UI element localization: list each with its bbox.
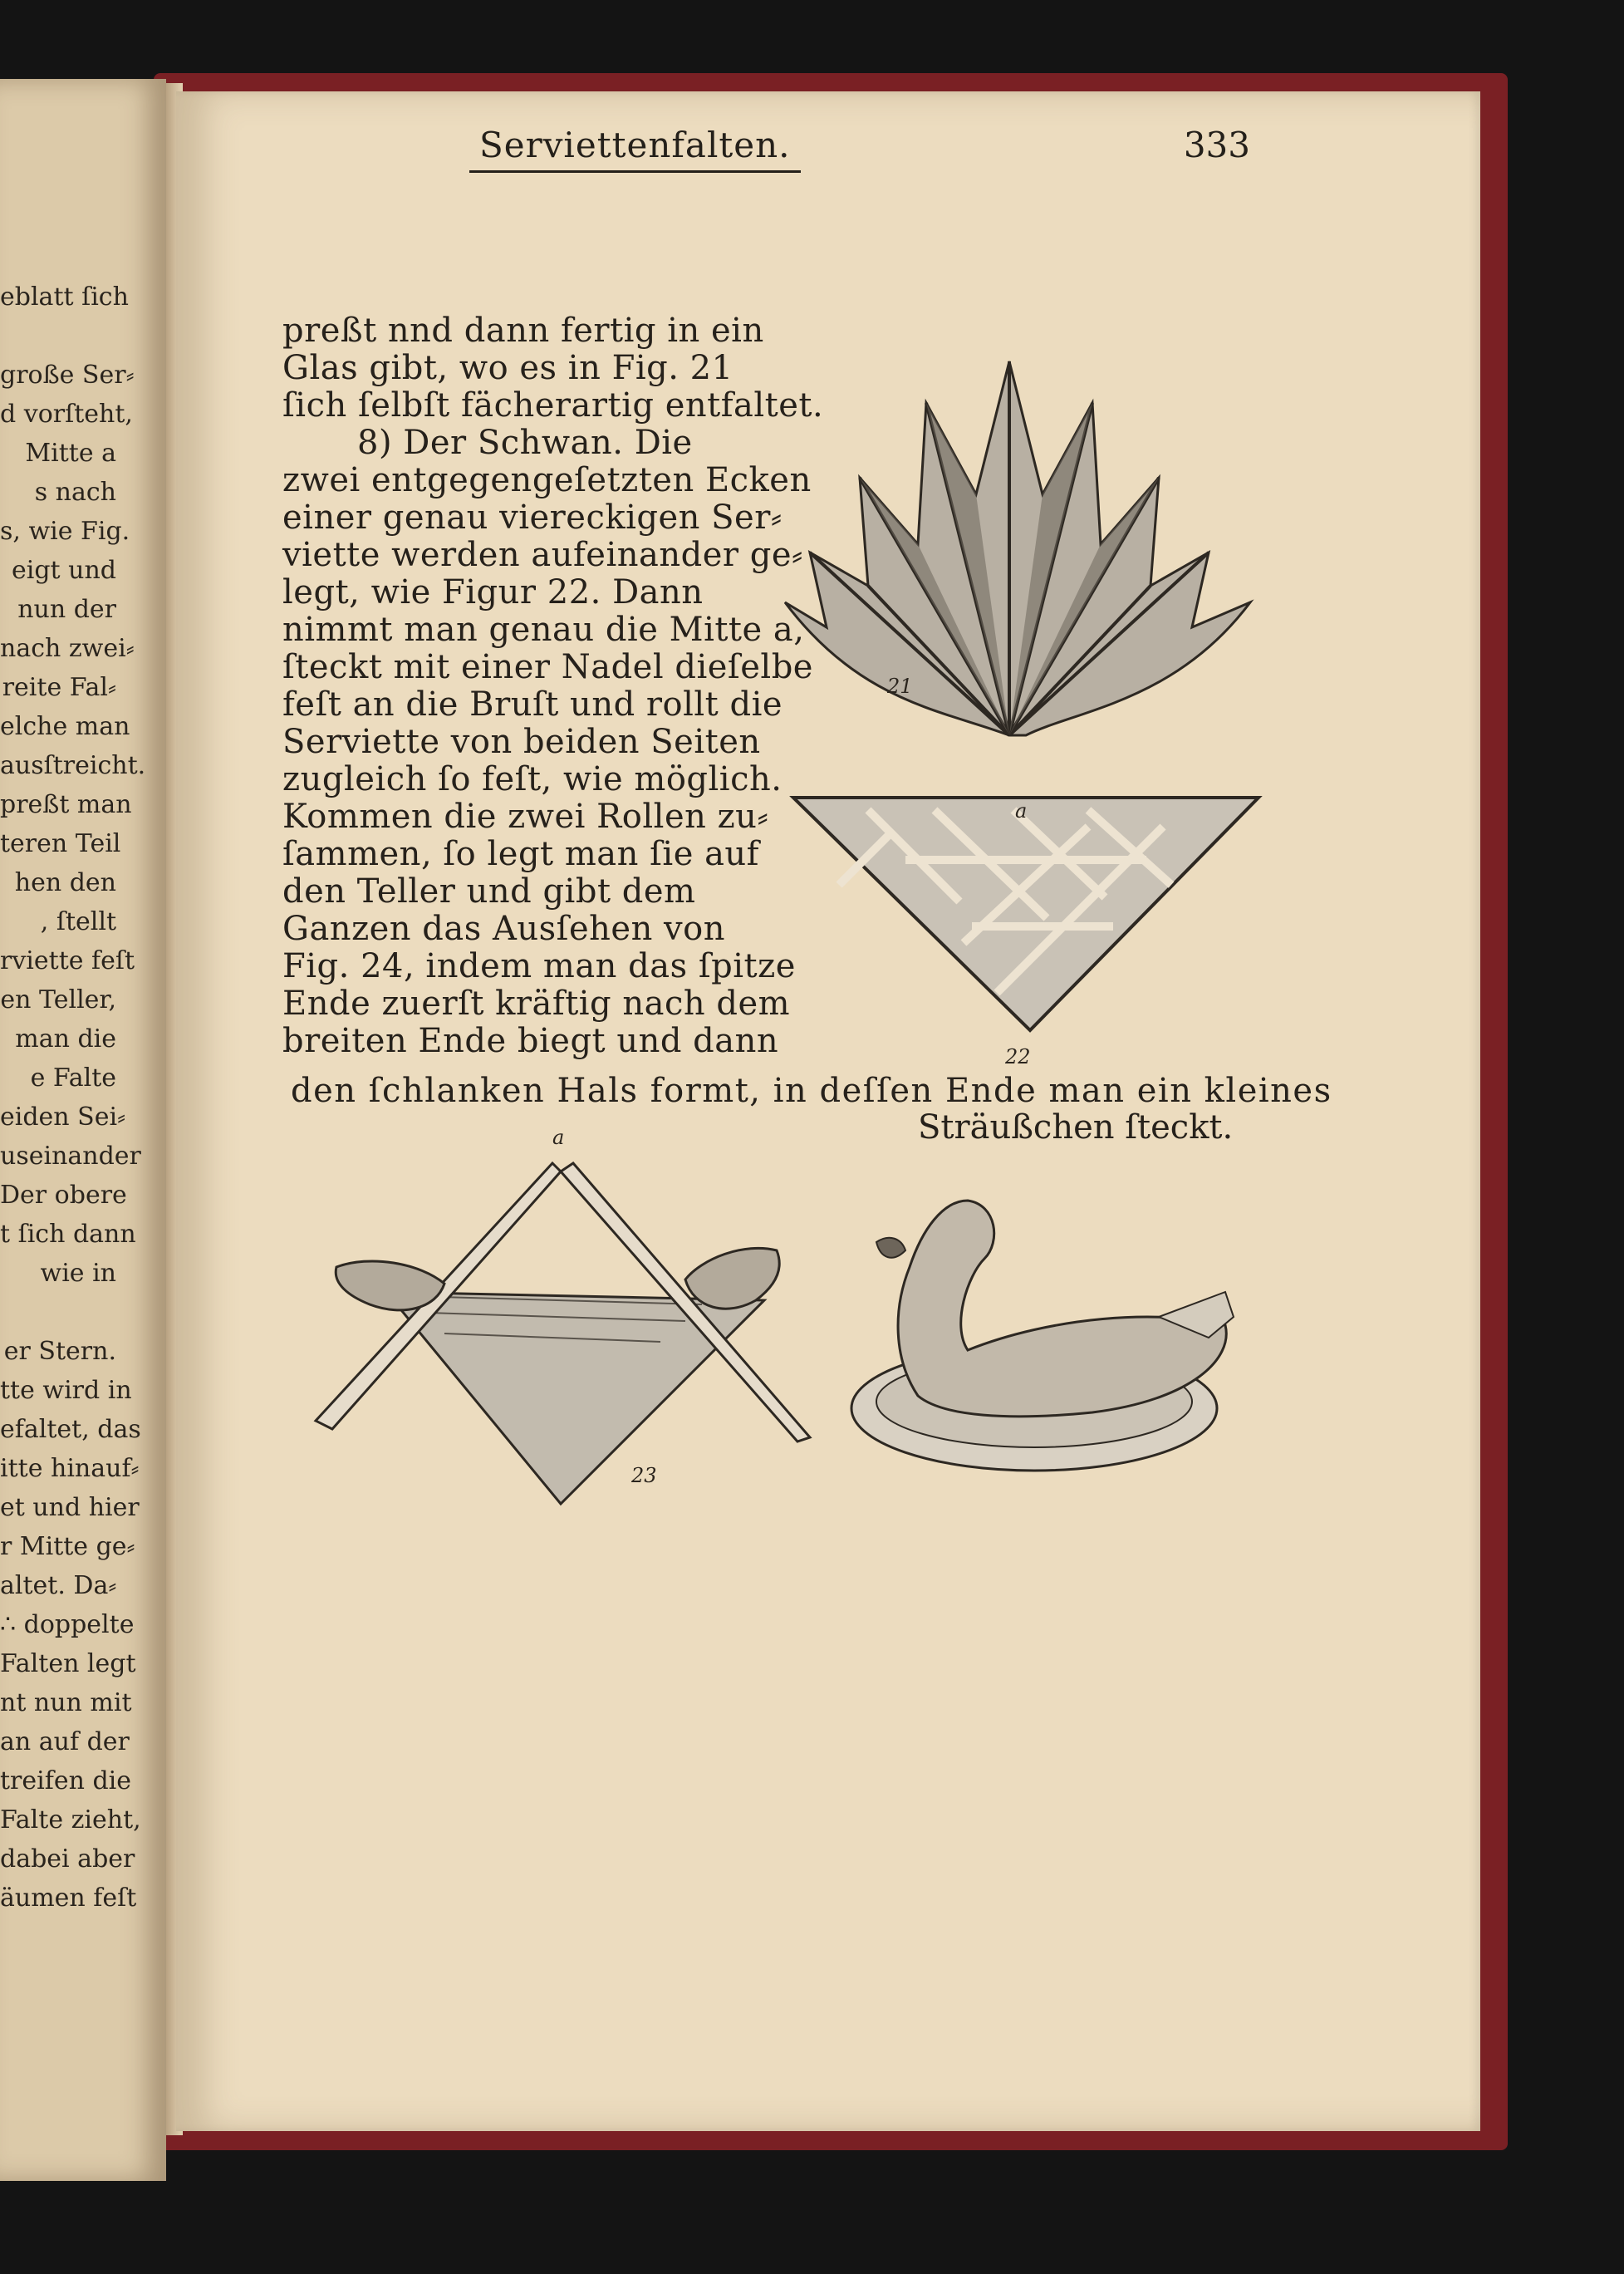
left-page-line: eigt und	[12, 556, 116, 585]
left-page-line: elche man	[0, 712, 130, 741]
left-page-line: useinander	[0, 1142, 141, 1171]
body-line: breiten Ende biegt und dann	[282, 1022, 779, 1060]
left-page-line: eiden Sei⸗	[0, 1103, 126, 1132]
left-page-line: , ſtellt	[40, 907, 116, 936]
left-page-line: t ſich dann	[0, 1220, 136, 1249]
full-width-line: den ſchlanken Hals formt, in deſſen Ende man ein kleines	[291, 1072, 1332, 1110]
left-page-line: wie in	[40, 1259, 116, 1288]
body-line: nimmt man genau die Mitte a,	[282, 611, 805, 649]
left-page-line: Der obere	[0, 1181, 127, 1210]
left-page-line: et und hier	[0, 1493, 140, 1522]
left-page-line: große Ser⸗	[0, 361, 135, 390]
body-line: einer genau viereckigen Ser⸗	[282, 499, 783, 537]
last-line: Sträußchen ſteckt.	[918, 1108, 1234, 1147]
fan-fold-illustration	[760, 353, 1275, 744]
left-page-line: rviette feſt	[0, 946, 135, 975]
left-page-line: dabei aber	[0, 1844, 135, 1874]
left-page-line: hen den	[14, 868, 116, 897]
left-page-line: Falten legt	[0, 1649, 136, 1678]
hands-folding-illustration	[312, 1151, 827, 1508]
left-page-line: man die	[15, 1024, 116, 1054]
left-page-line: teren Teil	[0, 829, 121, 858]
left-page-line: e Falte	[30, 1063, 116, 1093]
page-number: 333	[1183, 125, 1250, 165]
figure-21-label: 21	[887, 675, 913, 698]
body-line: legt, wie Figur 22. Dann	[282, 573, 704, 611]
body-line: Kommen die zwei Rollen zu⸗	[282, 798, 769, 836]
body-line: ſich ſelbſt fächerartig entfaltet.	[282, 386, 824, 425]
left-page-line: efaltet, das	[0, 1415, 141, 1444]
left-page-line: eblatt ſich	[0, 282, 129, 312]
left-page-line: Mitte a	[25, 439, 116, 468]
figure-22-label: 22	[1005, 1045, 1031, 1068]
left-page-line: preßt man	[0, 790, 132, 819]
left-page-line: tte wird in	[0, 1376, 132, 1405]
left-page-line: treifen die	[0, 1766, 132, 1795]
running-title: Serviettenfalten.	[469, 125, 801, 173]
left-page-line: er Stern.	[3, 1337, 116, 1366]
body-line: zugleich ſo feſt, wie möglich.	[282, 760, 783, 798]
left-page-line: s nach	[34, 478, 116, 507]
left-page-line: ∴ doppelte	[0, 1610, 135, 1639]
page-header	[469, 125, 1250, 174]
left-page	[0, 79, 166, 2181]
body-line: Fig. 24, indem man das ſpitze	[282, 947, 796, 985]
left-page-line: s, wie Fig.	[0, 517, 130, 546]
left-page-line: en Teller,	[0, 985, 116, 1014]
left-page-line: nach zwei⸗	[0, 634, 135, 663]
body-line: ſammen, ſo legt man ſie auf	[282, 835, 759, 873]
body-line: Serviette von beiden Seiten	[282, 723, 761, 761]
figure-23-label: 23	[631, 1464, 657, 1487]
left-page-line: an auf der	[0, 1727, 130, 1756]
swan-fold-illustration	[843, 1184, 1283, 1491]
left-page-line: itte hinauf⸗	[0, 1454, 140, 1483]
left-page-line: d vorſteht,	[0, 400, 133, 429]
folded-triangle-illustration	[789, 793, 1263, 1034]
left-page-line: ausſtreicht.	[0, 751, 146, 780]
body-line: den Teller und gibt dem	[282, 872, 696, 911]
left-page-line: reite Fal⸗	[2, 673, 116, 702]
left-page-line: r Mitte ge⸗	[0, 1532, 135, 1561]
body-line: ſteckt mit einer Nadel dieſelbe	[282, 648, 813, 686]
body-line: viette werden aufeinander ge⸗	[282, 536, 803, 574]
body-line: 8) Der Schwan. Die	[357, 424, 693, 462]
left-page-line: Falte zieht,	[0, 1805, 141, 1834]
body-line: Ganzen das Ausſehen von	[282, 910, 725, 948]
left-page-line: äumen feſt	[0, 1884, 137, 1913]
figure-23-point: a	[552, 1126, 565, 1149]
left-page-line: nt nun mit	[0, 1688, 132, 1717]
left-page-line: nun der	[17, 595, 116, 624]
body-line: Glas gibt, wo es in Fig. 21	[282, 349, 733, 387]
body-line: zwei entgegengeſetzten Ecken	[282, 461, 812, 499]
left-page-line: altet. Da⸗	[0, 1571, 117, 1600]
body-line: feſt an die Bruſt und rollt die	[282, 685, 783, 724]
body-line: preßt nnd dann fertig in ein	[282, 312, 764, 350]
figure-22-point: a	[1015, 799, 1028, 823]
body-line: Ende zuerſt kräftig nach dem	[282, 985, 791, 1023]
